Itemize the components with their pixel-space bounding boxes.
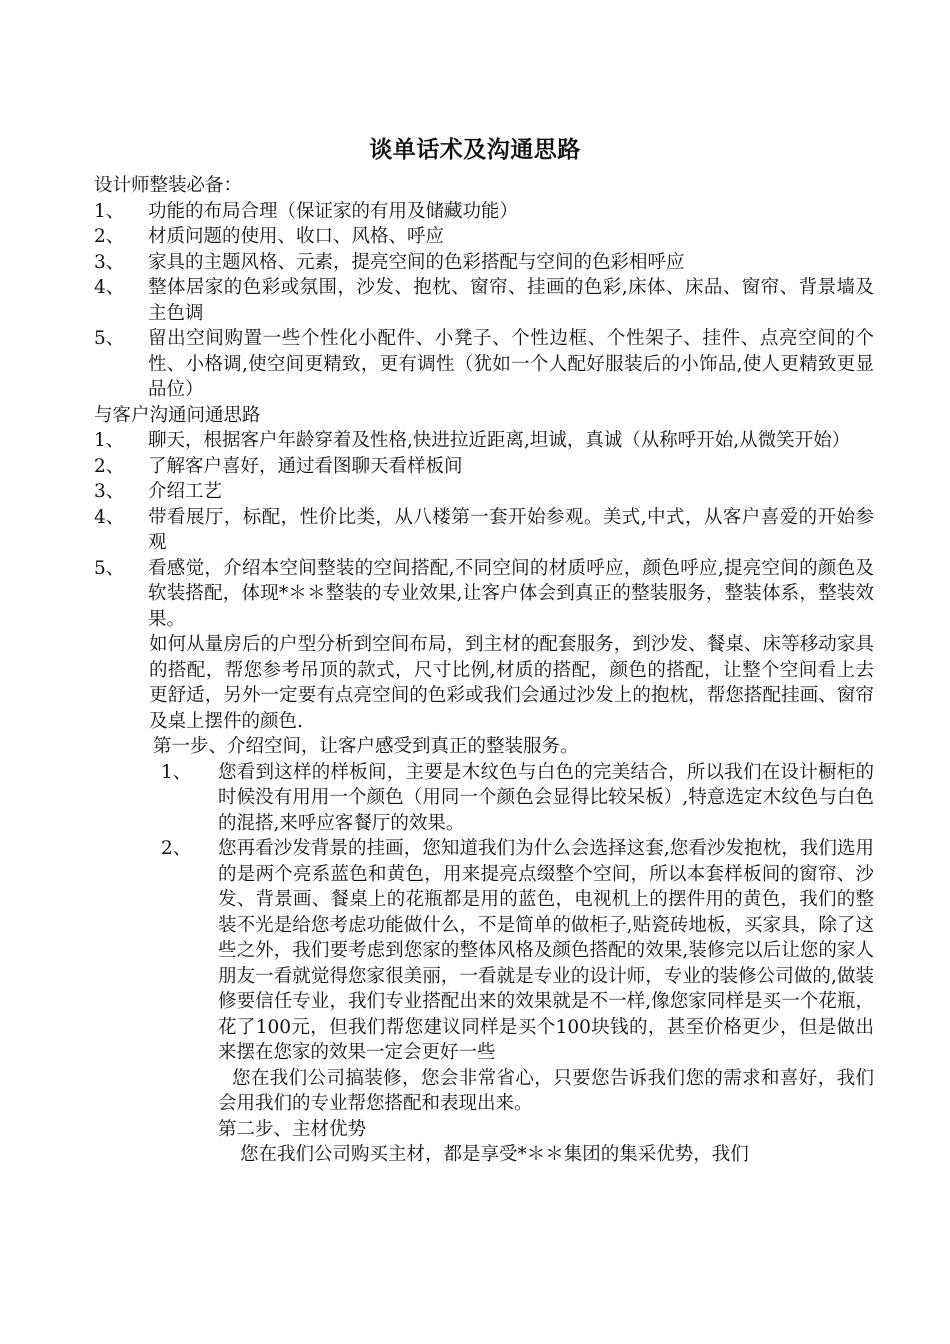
- section1-heading: 设计师整装必备：: [94, 175, 243, 196]
- list-item: [94, 479, 874, 505]
- list-number: 1、: [161, 761, 192, 783]
- list-number: 2、: [94, 455, 125, 477]
- list-text: 您再看沙发背景的挂画，您知道我们为什么会选择这套,您看沙发抱枕，我们选用的是两个亮系蓝色和黄色，用来提亮点缀整个空间，所以本套样板间的窗帘、沙发、背景画、餐桌上的花瓶都是用的蓝色，电视机上的摆件用的黄色，我们的整装不光是给您考虑功能做什么，不是简单的做柜子,贴瓷砖地板，买家具，除了这些之外，我们要考虑到您家的整体风格及颜色搭配的效果,装修完以后让您的家人朋友一看就觉得您家很美丽，一看就是专业的设计师，专业的装修公司做的,做装修要信任专业，我们专业搭配出来的效果就是不一样,像您家同样是买一个花瓶，花了100元，但我们帮您建议同样是买个100块钱的，甚至价格更少，但是做出来摆在您家的效果一定会更好一些: [218, 838, 874, 1063]
- list-text: 带看展厅，标配，性价比类，从八楼第一套开始参观。美式,中式，从客户喜爱的开始参观: [148, 506, 874, 553]
- list-number: 3、: [94, 251, 125, 273]
- step2-text: 您在我们公司购买主材，都是享受*＊＊集团的集采优势，我们: [240, 1144, 749, 1165]
- list-item: [94, 275, 874, 326]
- list-text: 了解客户喜好，通过看图聊天看样板间: [148, 455, 463, 477]
- list-item: [161, 760, 874, 837]
- list-item: [94, 454, 874, 480]
- list-item: [94, 428, 874, 454]
- list-text: 看感觉，介绍本空间整装的空间搭配,不同空间的材质呼应，颜色呼应,提亮空间的颜色及软装搭配，体现*＊＊整装的专业效果,让客户体会到真正的整装服务，整装体系，整装效果。: [148, 557, 874, 630]
- list-item: [94, 199, 874, 225]
- section2-heading: 与客户沟通问通思路: [94, 404, 261, 426]
- list-number: 1、: [94, 430, 125, 451]
- list-item: [94, 505, 874, 556]
- section2-continuation: 如何从量房后的户型分析到空间布局，到主材的配套服务，到沙发、餐桌、床等移动家具的搭配，帮您参考吊顶的款式，尺寸比例,材质的搭配，颜色的搭配，让整个空间看上去更舒适，另外一定要有点亮空间的色彩或我们会通过沙发上的抱枕，帮您搭配挂画、窗帘及桌上摆件的颜色.: [149, 634, 874, 732]
- list-text: 留出空间购置一些个性化小配件、小凳子、个性边框、个性架子、挂件、点亮空间的个性、小格调,使空间更精致，更有调性（犹如一个人配好服装后的小饰品,使人更精致更显品位）: [148, 328, 874, 400]
- list-text: 材质问题的使用、收口、风格、呼应: [148, 226, 445, 247]
- list-item: [94, 224, 874, 250]
- list-number: 3、: [94, 481, 125, 502]
- step2-heading: 第二步、主材优势: [218, 1118, 367, 1140]
- list-number: 2、: [94, 226, 125, 247]
- list-number: 4、: [94, 277, 125, 298]
- document-body: [94, 173, 874, 1168]
- list-item: [94, 250, 874, 276]
- list-item: [161, 836, 874, 1066]
- list-text: 功能的布局合理（保证家的有用及储藏功能）: [148, 200, 519, 222]
- step1-heading: 第一步、介绍空间，让客户感受到真正的整装服务。: [153, 736, 579, 757]
- list-number: 5、: [94, 328, 125, 349]
- list-text: 您看到这样的样板间，主要是木纹色与白色的完美结合，所以我们在设计橱柜的时候没有用用一个颜色（用同一个颜色会显得比较呆板）,特意选定木纹色与白色的混搭,来呼应客餐厅的效果。: [218, 761, 874, 834]
- list-number: 2、: [161, 838, 192, 859]
- list-text: 介绍工艺: [148, 481, 223, 502]
- document-title: 谈单话术及沟通思路: [369, 136, 581, 163]
- list-number: 4、: [94, 506, 125, 528]
- list-number: 5、: [94, 557, 125, 579]
- list-text: 整体居家的色彩或氛围，沙发、抱枕、窗帘、挂画的色彩,床体、床品、窗帘、背景墙及主色调: [148, 277, 874, 324]
- list-text: 聊天，根据客户年龄穿着及性格,快进拉近距离,坦诚，真诚（从称呼开始,从微笑开始）: [148, 430, 851, 451]
- list-item: [94, 326, 874, 403]
- list-item: [94, 556, 874, 633]
- list-number: 1、: [94, 200, 125, 222]
- list-text: 家具的主题风格、元素，提亮空间的色彩搭配与空间的色彩相呼应: [148, 251, 685, 273]
- step1-closing: 您在我们公司搞装修，您会非常省心，只要您告诉我们您的需求和喜好，我们会用我们的专业帮您搭配和表现出来。: [218, 1067, 874, 1114]
